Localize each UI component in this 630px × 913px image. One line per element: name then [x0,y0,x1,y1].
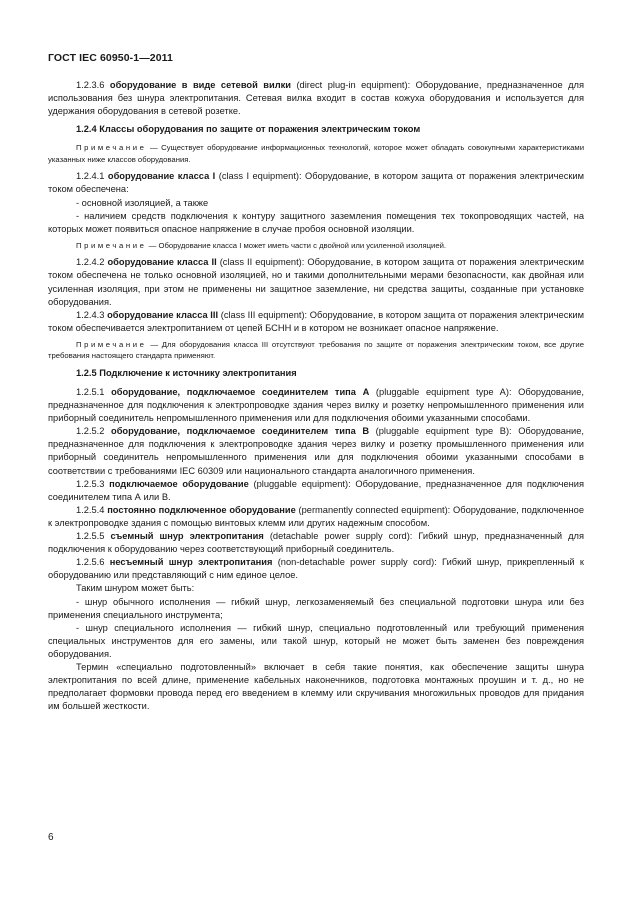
clause-1-2-4-1 [48,170,584,196]
clause-1-2-3-6 [48,79,584,118]
clause-number: 1.2.5.3 [76,478,105,489]
note-text: — Существует оборудование информационных технологий, которое может обладать совокупными характеристиками указанных ниже классов оборудования. [48,143,584,164]
clause-text: (permanently connected equipment): Оборудование, подключенное к электропроводке здания с помощью винтовых клемм или других надежным способом. [48,504,584,528]
term-explanation: Термин «специально подготовленный» включает в себя такие понятия, как обеспечение защиты шнура электропитания по всей длине, применение кабельных наконечников, подготовка монтажных проушин и т. д., но не предполагает формовки провода перед его введением в клемму или скручивания многожильных проводов для придания им большей жесткости. [48,661,584,712]
clause-text: (pluggable equipment): Оборудование, предназначенное для подключения соединителем типа А или В. [48,478,585,502]
clause-text: (non-detachable power supply cord): Гибкий шнур, прикрепленный к оборудованию или представляющий с ним единое целое. [48,557,584,581]
note-label: Примечание [76,143,147,153]
clause-1-2-4-3 [48,309,584,335]
page-number: 6 [48,832,54,843]
clause-1-2-4-2 [48,256,584,308]
clause-number: 1.2.5.4 [76,504,105,515]
term: съемный шнур электропитания [110,531,264,542]
clause-text: (pluggable equipment type A): Оборудование, предназначенное для подключения к электропроводке здания через вилку и розетку непромышленного применения или приборный соединитель непромышленного применения или для подключения обоими указанными способами. [48,387,584,424]
note-text: — Оборудование класса I может иметь части с двойной или усиленной изоляцией. [148,240,447,250]
term: оборудование класса I [107,171,216,182]
term: подключаемое оборудование [109,478,249,489]
term: несъемный шнур электропитания [109,557,273,568]
term: оборудование, подключаемое соединителем типа В [111,426,370,437]
clause-number: 1.2.4.3 [76,309,105,320]
cords-intro: Таким шнуром может быть: [76,583,195,594]
clause-text: (pluggable equipment type B): Оборудование, предназначенное для подключения к электропроводке здания через вилку и розетку промышленного применения или приборный соединитель непромышленного применения или для подключения обоими указанными способами в соответствии с требованиями IEC 60309 или национального стандарта аналогичного применения. [48,426,585,476]
clause-1-2-5-6 [48,556,584,582]
clause-1-2-5-5 [48,530,584,556]
clause-number: 1.2.5.5 [76,531,105,542]
clause-number: 1.2.5.1 [76,387,105,397]
clause-number: 1.2.5.6 [76,557,105,568]
document-code-header: ГОСТ IEC 60950-1—2011 [48,52,173,64]
section-heading-1-2-5: 1.2.5 Подключение к источнику электропитания [76,367,297,378]
note-text: — Для оборудования класса III отсутствуют требования по защите от поражения электрическим током, все другие требования настоящего стандарта применяют. [48,339,585,361]
note-label: Примечание [76,339,147,349]
clause-number: 1.2.5.2 [76,426,105,437]
clause-text: (class I equipment): Оборудование, в котором защита от поражения электрическим током обеспечена: [48,171,584,195]
note-2 [48,240,584,252]
clause-text: (class III equipment): Оборудование, в котором защита от поражения электрическим током обеспечивается электропитанием от цепей БСНН и в котором не возникает опасное напряжение. [48,309,584,333]
term: оборудование класса III [107,309,219,320]
document-body [48,79,584,713]
clause-number: 1.2.3.6 [76,80,105,90]
clause-1-2-5-3 [48,478,584,504]
clause-text: (detachable power supply cord): Гибкий шнур, предназначенный для подключения к оборудованию через соответствующий приборный соединитель. [48,531,584,555]
note-label: Примечание [76,240,147,250]
section-heading-1-2-4: 1.2.4 Классы оборудования по защите от поражения электрическим током [76,124,421,135]
clause-number: 1.2.4.1 [76,171,105,182]
clause-number: 1.2.4.2 [76,257,105,268]
clause-1-2-5-1 [48,386,584,425]
clause-text: (direct plug-in equipment): Оборудование, предназначенное для использования без шнура электропитания. Сетевая вилка входит в состав кожуха оборудования и используется для удержания оборудования в сетевой розетке. [48,80,584,117]
term: оборудование, подключаемое соединителем типа А [111,387,370,397]
note-3 [48,339,584,362]
list-item: - наличием средств подключения к контуру защитного заземления помещения тех токопроводящих частей, на которых может появиться опасное напряжение в случае пробоя основной изоляции. [48,210,584,234]
term: постоянно подключенное оборудование [107,504,296,515]
clause-1-2-5-4 [48,504,584,530]
note-1 [48,142,584,165]
term: оборудование класса II [107,257,217,268]
list-item: - основной изоляцией, а также [76,197,209,208]
list-item: - шнур специального исполнения — гибкий шнур, специально подготовленный или требующий применения специальных инструментов для его замены, или такой шнур, который не может быть заменен без повреждения оборудования. [48,622,584,659]
clause-text: (class II equipment): Оборудование, в котором защита от поражения электрическим током обеспечена не только основной изоляцией, но и такими дополнительными мерами безопасности, как двойная или усиленная изоляция, при этом не применены ни защитное заземление, ни средства защиты, созданные при установке оборудования. [48,257,584,307]
list-item: - шнур обычного исполнения — гибкий шнур, легкозаменяемый без специальной подготовки шнура или без применения специального инструмента; [48,596,584,620]
clause-1-2-5-2 [48,425,584,477]
term: оборудование в виде сетевой вилки [109,80,291,90]
